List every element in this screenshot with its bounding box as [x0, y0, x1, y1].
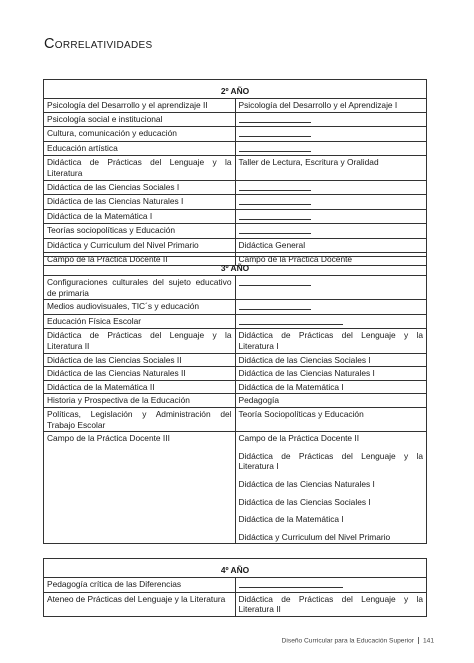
prerequisite-item: Campo de la Práctica Docente II [238, 433, 360, 444]
prerequisite-cell: Didáctica de las Ciencias Sociales I [235, 353, 427, 367]
prerequisite-cell: Didáctica General [235, 238, 427, 252]
table-year-4 [43, 558, 427, 617]
prerequisite-cell [235, 276, 427, 300]
subject-cell: Didáctica de las Ciencias Naturales II [44, 367, 236, 381]
prerequisite-cell: Didáctica de Prácticas del Lenguaje y la Literatura II [235, 592, 427, 616]
page-title: Correlatividades [44, 36, 153, 52]
prerequisite-cell [235, 432, 427, 544]
table-row [44, 578, 427, 593]
table-row [44, 99, 427, 113]
subject-cell: Didáctica de Prácticas del Lenguaje y la Literatura II [44, 329, 236, 353]
blank-line [239, 277, 311, 286]
page-number: 141 [422, 637, 434, 645]
table-row [44, 394, 427, 408]
table-row [44, 407, 427, 431]
subject-cell: Ateneo de Prácticas del Lenguaje y la Literatura [44, 592, 236, 616]
prerequisite-cell: Campo de la Práctica Docente [235, 252, 427, 266]
subject-cell: Didáctica de la Matemática II [44, 380, 236, 394]
table-row [44, 300, 427, 315]
subject-cell: Educación Física Escolar [44, 314, 236, 329]
year-header: 3º AÑO [44, 257, 427, 276]
blank-line [239, 579, 343, 588]
blank-line [239, 143, 311, 152]
blank-line [239, 182, 311, 191]
prerequisite-cell [235, 112, 427, 127]
subject-cell: Campo de la Práctica Docente II [44, 252, 236, 266]
subject-cell: Didáctica de las Ciencias Sociales II [44, 353, 236, 367]
table-row [44, 314, 427, 329]
prerequisite-cell [235, 578, 427, 593]
subject-cell: Didáctica y Curriculum del Nivel Primario [44, 238, 236, 252]
prerequisite-cell [235, 180, 427, 195]
blank-line [239, 114, 311, 123]
subject-cell: Medios audiovisuales, TIC´s y educación [44, 300, 236, 315]
prerequisite-cell [235, 127, 427, 142]
table-row [44, 127, 427, 142]
subject-cell: Psicología social e institucional [44, 112, 236, 127]
subject-cell: Políticas, Legislación y Administración del Trabajo Escolar [44, 407, 236, 431]
prerequisite-cell [235, 314, 427, 329]
subject-cell: Didáctica de Prácticas del Lenguaje y la Literatura [44, 156, 236, 180]
prerequisite-cell [235, 209, 427, 224]
table-row [44, 209, 427, 224]
prerequisite-item: Didáctica de las Ciencias Naturales I [238, 478, 375, 489]
table-row [44, 224, 427, 239]
year-header: 4º AÑO [44, 559, 427, 578]
table-row [44, 156, 427, 180]
blank-line [239, 211, 311, 220]
table-row [44, 380, 427, 394]
prerequisite-cell: Taller de Lectura, Escritura y Oralidad [235, 156, 427, 180]
subject-cell: Campo de la Práctica Docente III [44, 432, 236, 544]
prerequisite-item: Didáctica de la Matemática I [238, 514, 344, 525]
table-row [44, 329, 427, 353]
table-row [44, 180, 427, 195]
prerequisite-item: Didáctica de las Ciencias Sociales I [238, 496, 371, 507]
subject-cell: Didáctica de las Ciencias Naturales I [44, 195, 236, 210]
blank-line [239, 301, 311, 310]
prerequisite-cell: Psicología del Desarrollo y el Aprendizaje I [235, 99, 427, 113]
blank-line [239, 196, 311, 205]
table-row [44, 367, 427, 381]
prerequisite-item: Didáctica de Prácticas del Lenguaje y la Literatura I [238, 450, 423, 472]
table-row [44, 195, 427, 210]
table-row [44, 141, 427, 156]
prerequisite-cell [235, 141, 427, 156]
blank-line [239, 128, 311, 137]
table-row [44, 112, 427, 127]
subject-cell: Historia y Prospectiva de la Educación [44, 394, 236, 408]
table-row [44, 238, 427, 252]
subject-cell: Educación artística [44, 141, 236, 156]
prerequisite-cell: Didáctica de la Matemática I [235, 380, 427, 394]
prerequisite-cell: Pedagogía [235, 394, 427, 408]
table-row [44, 432, 427, 544]
subject-cell: Didáctica de la Matemática I [44, 209, 236, 224]
footer-text: Diseño Curricular para la Educación Superior [281, 637, 414, 645]
prerequisite-cell: Didáctica de Prácticas del Lenguaje y la Literatura I [235, 329, 427, 353]
subject-cell: Psicología del Desarrollo y el aprendizaje II [44, 99, 236, 113]
prerequisite-cell [235, 300, 427, 315]
prerequisite-cell [235, 195, 427, 210]
table-year-2 [43, 79, 427, 266]
prerequisite-cell: Teoría Sociopolíticas y Educación [235, 407, 427, 431]
subject-cell: Configuraciones culturales del sujeto educativo de primaria [44, 276, 236, 300]
table-year-3 [43, 256, 427, 544]
table-row [44, 353, 427, 367]
prerequisite-cell: Didáctica de las Ciencias Naturales I [235, 367, 427, 381]
subject-cell: Teorías sociopolíticas y Educación [44, 224, 236, 239]
subject-cell: Pedagogía crítica de las Diferencias [44, 578, 236, 593]
subject-cell: Didáctica de las Ciencias Sociales I [44, 180, 236, 195]
year-header: 2º AÑO [44, 80, 427, 99]
subject-cell: Cultura, comunicación y educación [44, 127, 236, 142]
footer-divider [418, 637, 419, 644]
blank-line [239, 225, 311, 234]
page-footer [282, 637, 434, 644]
table-row [44, 276, 427, 300]
prerequisite-item: Didáctica y Curriculum del Nivel Primario [238, 531, 391, 542]
blank-line [239, 316, 343, 325]
table-row [44, 592, 427, 616]
prerequisite-cell [235, 224, 427, 239]
